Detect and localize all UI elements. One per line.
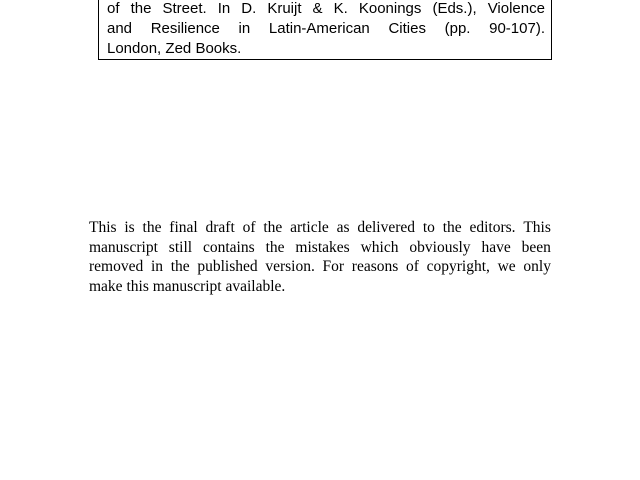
word: mistakes [295, 238, 350, 256]
word: which [360, 238, 399, 256]
word: editors. [469, 219, 516, 236]
word: the [142, 219, 162, 236]
word: the [130, 0, 152, 17]
word: have [481, 238, 511, 256]
word: 90-107). [489, 20, 545, 37]
manuscript-notice [89, 218, 551, 296]
word: final [169, 219, 198, 236]
word: available. [225, 277, 286, 295]
word: the [263, 219, 283, 236]
word: Cities [388, 20, 426, 37]
word: K. [333, 0, 348, 17]
word: Latin-American [268, 20, 370, 37]
word: published [197, 258, 258, 275]
citation-line-2 [107, 19, 545, 39]
word: the [265, 238, 285, 256]
word: This [523, 219, 551, 236]
word: Violence [487, 0, 545, 17]
notice-line-2 [89, 238, 551, 258]
word: D. [241, 0, 257, 17]
word: is [124, 219, 135, 236]
notice-line-3 [89, 257, 551, 277]
word: For [322, 258, 345, 275]
word: (Eds.), [432, 0, 477, 17]
word: in [238, 20, 251, 37]
word: the [442, 219, 462, 236]
word: as [336, 219, 350, 236]
word: of [242, 219, 256, 236]
word: (pp. [444, 20, 471, 37]
word: manuscript [152, 277, 222, 295]
word: This [89, 219, 117, 236]
notice-line-1 [89, 218, 551, 238]
word: obviously [409, 238, 471, 256]
word: In [217, 0, 231, 17]
word: & [312, 0, 323, 17]
word: delivered [357, 219, 416, 236]
word: manuscript [89, 238, 158, 256]
word: article [290, 219, 329, 236]
word: the [170, 258, 190, 275]
word: been [521, 238, 551, 256]
citation-line-3 [107, 39, 545, 59]
notice-line-4 [89, 277, 551, 297]
citation-box [98, 0, 552, 60]
word: Resilience [150, 20, 220, 37]
word: still [168, 238, 193, 256]
citation-line-1 [107, 0, 545, 19]
word: only [523, 258, 551, 275]
word: London, [107, 40, 162, 57]
word: removed [89, 258, 144, 275]
word: this [126, 277, 149, 295]
word: Zed [165, 40, 192, 57]
word: version. [265, 258, 315, 275]
word: draft [205, 219, 235, 236]
word: contains [202, 238, 255, 256]
word: to [422, 219, 435, 236]
word: make [89, 277, 123, 295]
word: and [107, 20, 133, 37]
word: Kruijt [267, 0, 302, 17]
word: of [406, 258, 419, 275]
word: Books. [195, 40, 242, 57]
word: of [107, 0, 120, 17]
word: Street. [162, 0, 207, 17]
word: copyright, [426, 258, 490, 275]
word: we [497, 258, 516, 275]
word: reasons [351, 258, 399, 275]
word: in [150, 258, 163, 275]
word: Koonings [358, 0, 422, 17]
